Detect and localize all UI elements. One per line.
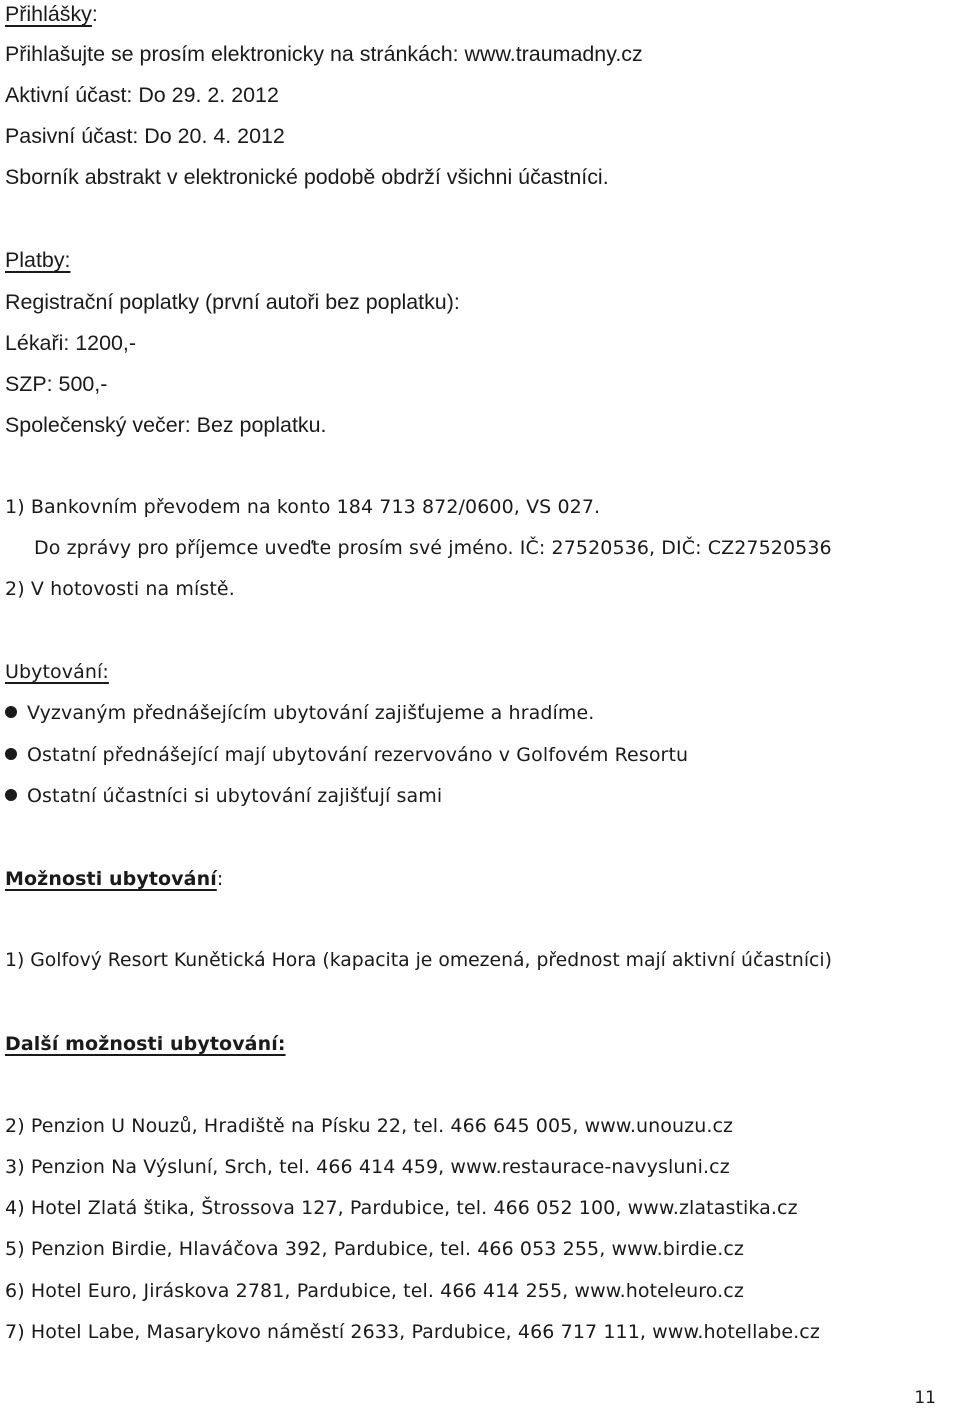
accommodation-heading-colon: : — [102, 661, 109, 683]
option-hotel-labe: 7) Hotel Labe, Masarykovo náměstí 2633, Pardubice, 466 717 111, www.hotellabe.cz — [5, 1321, 820, 1343]
accommodation-bullet-text: Ostatní přednášející mají ubytování rezervováno v Golfovém Resortu — [27, 744, 689, 766]
option-penzion-birdie: 5) Penzion Birdie, Hlaváčova 392, Pardubice, tel. 466 053 255, www.birdie.cz — [5, 1238, 744, 1260]
registration-heading-colon: : — [91, 3, 98, 26]
more-options-heading: Další možnosti ubytování: — [5, 1033, 286, 1055]
options-heading: Možnosti ubytování — [5, 868, 217, 890]
accommodation-bullet-participants — [5, 787, 442, 806]
bullet-icon — [5, 748, 17, 760]
registration-line-active: Aktivní účast: Do 29. 2. 2012 — [5, 84, 279, 107]
payment-method-cash: 2) V hotovosti na místě. — [5, 578, 235, 600]
registration-line-website: Přihlašujte se prosím elektronicky na stránkách: www.traumadny.cz — [5, 43, 643, 66]
accommodation-heading: Ubytování — [5, 661, 103, 683]
option-hotel-euro: 6) Hotel Euro, Jiráskova 2781, Pardubice, tel. 466 414 255, www.hoteleuro.cz — [5, 1280, 744, 1302]
option-golf-resort: 1) Golfový Resort Kunětická Hora (kapacita je omezená, přednost mají aktivní účastníci) — [5, 950, 832, 971]
accommodation-bullet-text: Vyzvaným přednášejícím ubytování zajišťujeme a hradíme. — [27, 702, 595, 724]
option-penzion-u-nouzu: 2) Penzion U Nouzů, Hradiště na Písku 22, tel. 466 645 005, www.unouzu.cz — [5, 1115, 734, 1137]
registration-line-passive: Pasivní účast: Do 20. 4. 2012 — [5, 125, 285, 148]
accommodation-heading-line — [5, 663, 109, 682]
bullet-icon — [5, 706, 17, 718]
more-options-heading-line — [5, 1035, 286, 1054]
document-page — [5, 0, 960, 1408]
registration-line-proceedings: Sborník abstrakt v elektronické podobě obdrží všichni účastníci. — [5, 166, 609, 189]
accommodation-bullet-text: Ostatní účastníci si ubytování zajišťují sami — [27, 785, 443, 807]
payments-heading: Platby: — [5, 249, 71, 272]
options-heading-colon: : — [216, 868, 224, 890]
payment-method-bank-note: Do zprávy pro příjemce uveďte prosím své jméno. IČ: 27520536, DIČ: CZ27520536 — [34, 537, 832, 559]
registration-heading-line — [5, 4, 98, 25]
payments-line-szp: SZP: 500,- — [5, 373, 108, 396]
page-number: 11 — [914, 1388, 936, 1408]
accommodation-bullet-other-speakers — [5, 746, 688, 765]
option-hotel-zlata-stika: 4) Hotel Zlatá štika, Štrossova 127, Pardubice, tel. 466 052 100, www.zlatastika.cz — [5, 1197, 798, 1219]
option-penzion-na-vysluni: 3) Penzion Na Výsluní, Srch, tel. 466 414 459, www.restaurace-navysluni.cz — [5, 1156, 730, 1178]
payments-line-fees: Registrační poplatky (první autoři bez poplatku): — [5, 291, 460, 314]
payments-line-social-evening: Společenský večer: Bez poplatku. — [5, 414, 327, 437]
payments-line-doctors: Lékaři: 1200,- — [5, 332, 136, 355]
options-heading-line — [5, 870, 223, 889]
registration-heading: Přihlášky — [5, 3, 92, 26]
bullet-icon — [5, 789, 17, 801]
payments-heading-line — [5, 250, 70, 271]
accommodation-bullet-invited — [5, 704, 594, 723]
payment-method-bank: 1) Bankovním převodem na konto 184 713 872/0600, VS 027. — [5, 496, 601, 518]
